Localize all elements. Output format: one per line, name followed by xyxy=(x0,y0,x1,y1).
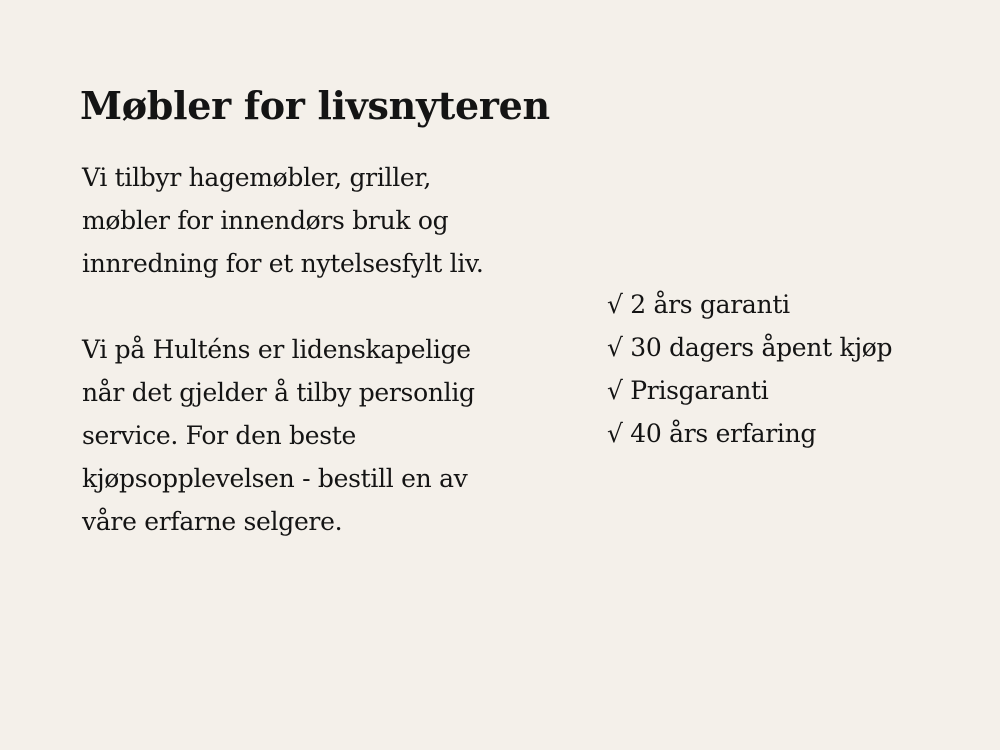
feature-item-price-guarantee: √ Prisgaranti xyxy=(607,376,769,405)
feature-item-experience: √ 40 års erfaring xyxy=(607,419,817,448)
feature-list xyxy=(607,283,987,455)
intro-paragraph-offer: Vi tilbyr hagemøbler, griller, møbler for innendørs bruk og innredning for et nytelsesfylt liv. xyxy=(82,163,484,278)
intro-text xyxy=(82,156,502,543)
page-title: Møbler for livsnyteren xyxy=(80,83,550,128)
feature-item-open-purchase: √ 30 dagers åpent kjøp xyxy=(607,333,893,362)
intro-paragraph-service: Vi på Hulténs er lidenskapelige når det gjelder å tilby personlig service. For den beste kjøpsopplevelsen - bestill en av våre erfarne selgere. xyxy=(82,335,475,536)
feature-item-warranty: √ 2 års garanti xyxy=(607,290,790,319)
